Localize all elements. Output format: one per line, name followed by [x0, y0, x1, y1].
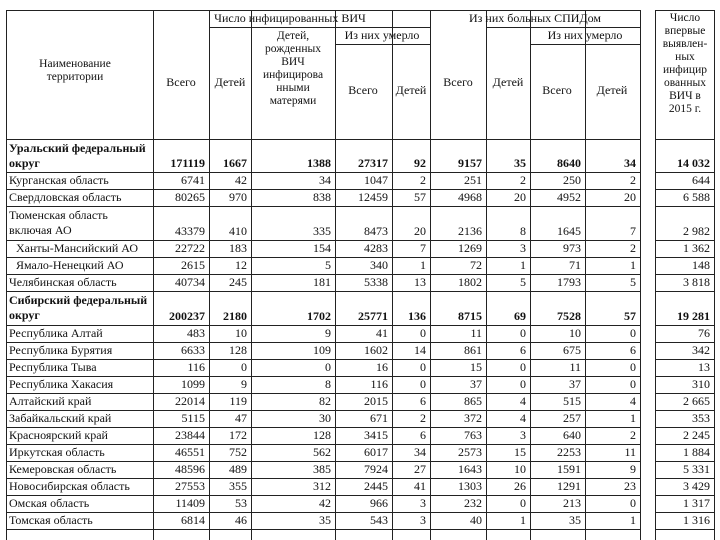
cell-value: 27317 [358, 156, 388, 170]
table-top-border [655, 10, 714, 11]
cell-value: 385 [313, 462, 331, 476]
cell-value: 0 [420, 377, 426, 391]
cell-value: 30 [319, 411, 331, 425]
cell-value: 7 [630, 224, 636, 238]
cell-value: 57 [414, 190, 426, 204]
region-name: Красноярский край [9, 428, 108, 442]
cell-value: 40734 [175, 275, 205, 289]
header-aids-group: Из них больных СПИДом [468, 11, 602, 25]
column-divider [714, 10, 715, 540]
cell-value: 0 [520, 496, 526, 510]
cell-value: 865 [464, 394, 482, 408]
cell-value: 7924 [364, 462, 388, 476]
header-aids-children: Детей [492, 75, 524, 89]
cell-value: 970 [229, 190, 247, 204]
cell-value: 353 [692, 411, 710, 425]
cell-value: 183 [229, 241, 247, 255]
cell-value: 0 [325, 360, 331, 374]
header-died-children: Детей [395, 83, 427, 97]
cell-value: 1591 [557, 462, 581, 476]
region-name: Республика Бурятия [9, 343, 113, 357]
cell-value: 34 [414, 445, 426, 459]
region-name: Омская область [9, 496, 90, 510]
cell-value: 1 [630, 258, 636, 272]
header-region: Наименование территории [39, 58, 111, 83]
cell-value: 1291 [557, 479, 581, 493]
cell-value: 148 [692, 258, 710, 272]
region-name: Ханты-Мансийский АО [16, 241, 139, 255]
cell-value: 5 [520, 275, 526, 289]
region-name: Республика Алтай [9, 326, 103, 340]
cell-value: 2 [630, 173, 636, 187]
cell-value: 20 [624, 190, 636, 204]
cell-value: 1388 [307, 156, 331, 170]
cell-value: 171119 [170, 156, 205, 170]
cell-value: 245 [229, 275, 247, 289]
header-died-total: Всего [348, 83, 378, 97]
cell-value: 14 032 [677, 156, 710, 170]
cell-value: 4 [520, 411, 526, 425]
region-name: Курганская область [9, 173, 109, 187]
cell-value: 53 [235, 496, 247, 510]
column-divider [585, 44, 586, 139]
cell-value: 2615 [181, 258, 205, 272]
cell-value: 6741 [181, 173, 205, 187]
cell-value: 1793 [557, 275, 581, 289]
cell-value: 43379 [175, 224, 205, 238]
column-divider [251, 27, 252, 139]
column-divider [335, 10, 336, 540]
cell-value: 3 [520, 428, 526, 442]
cell-value: 35 [319, 513, 331, 527]
cell-value: 6633 [181, 343, 205, 357]
cell-value: 355 [229, 479, 247, 493]
cell-value: 172 [229, 428, 247, 442]
cell-value: 4283 [364, 241, 388, 255]
header-aids-died-children: Детей [596, 83, 628, 97]
cell-value: 8 [520, 224, 526, 238]
row-divider [6, 206, 640, 207]
cell-value: 1 [420, 258, 426, 272]
header-divider [335, 44, 430, 45]
cell-value: 0 [241, 360, 247, 374]
cell-value: 72 [470, 258, 482, 272]
cell-value: 372 [464, 411, 482, 425]
region-name: Новосибирская область [9, 479, 130, 493]
region-name: Кемеровская область [9, 462, 117, 476]
cell-value: 15 [514, 445, 526, 459]
cell-value: 0 [420, 360, 426, 374]
cell-value: 8 [325, 377, 331, 391]
cell-value: 3 429 [683, 479, 710, 493]
row-divider [6, 291, 640, 292]
cell-value: 861 [464, 343, 482, 357]
cell-value: 27 [414, 462, 426, 476]
header-infected-died-group: Из них умерло [344, 28, 420, 42]
cell-value: 7528 [557, 309, 581, 323]
cell-value: 116 [187, 360, 205, 374]
cell-value: 2 [520, 173, 526, 187]
cell-value: 2136 [458, 224, 482, 238]
cell-value: 0 [630, 360, 636, 374]
cell-value: 3 [420, 496, 426, 510]
cell-value: 128 [229, 343, 247, 357]
cell-value: 1 [630, 411, 636, 425]
cell-value: 1702 [307, 309, 331, 323]
cell-value: 763 [464, 428, 482, 442]
region-name: Республика Тыва [9, 360, 97, 374]
column-divider [430, 10, 431, 540]
cell-value: 37 [470, 377, 482, 391]
header-aids-total: Всего [443, 75, 473, 89]
cell-value: 46 [235, 513, 247, 527]
cell-value: 1802 [458, 275, 482, 289]
cell-value: 6 [420, 394, 426, 408]
cell-value: 752 [229, 445, 247, 459]
cell-value: 2 982 [683, 224, 710, 238]
cell-value: 1 [520, 258, 526, 272]
row-divider [655, 291, 714, 292]
cell-value: 42 [319, 496, 331, 510]
cell-value: 9 [241, 377, 247, 391]
cell-value: 11 [569, 360, 581, 374]
cell-value: 6 [520, 343, 526, 357]
cell-value: 92 [414, 156, 426, 170]
cell-value: 7 [420, 241, 426, 255]
cell-value: 2 [630, 428, 636, 442]
row-divider [655, 529, 714, 530]
region-name: Республика Хакасия [9, 377, 114, 391]
row-divider [6, 529, 640, 530]
cell-value: 562 [313, 445, 331, 459]
column-divider [153, 10, 154, 540]
cell-value: 22722 [175, 241, 205, 255]
cell-value: 310 [692, 377, 710, 391]
column-divider [392, 44, 393, 139]
cell-value: 2 [420, 411, 426, 425]
cell-value: 16 [376, 360, 388, 374]
cell-value: 335 [313, 224, 331, 238]
cell-value: 5 331 [683, 462, 710, 476]
region-name: Иркутская область [9, 445, 105, 459]
cell-value: 6 [630, 343, 636, 357]
cell-value: 10 [514, 462, 526, 476]
cell-value: 25771 [358, 309, 388, 323]
region-name: Свердловская область [9, 190, 122, 204]
cell-value: 1643 [458, 462, 482, 476]
cell-value: 109 [313, 343, 331, 357]
region-name: Алтайский край [9, 394, 92, 408]
cell-value: 1269 [458, 241, 482, 255]
cell-value: 1645 [557, 224, 581, 238]
cell-value: 1 316 [683, 513, 710, 527]
cell-value: 13 [414, 275, 426, 289]
cell-value: 2253 [557, 445, 581, 459]
cell-value: 8473 [364, 224, 388, 238]
column-divider [655, 10, 656, 540]
cell-value: 80265 [175, 190, 205, 204]
cell-value: 128 [313, 428, 331, 442]
cell-value: 12459 [358, 190, 388, 204]
cell-value: 1303 [458, 479, 482, 493]
cell-value: 46551 [175, 445, 205, 459]
cell-value: 340 [370, 258, 388, 272]
cell-value: 4 [520, 394, 526, 408]
cell-value: 5115 [181, 411, 205, 425]
cell-value: 10 [235, 326, 247, 340]
cell-value: 675 [563, 343, 581, 357]
cell-value: 2 665 [683, 394, 710, 408]
region-name: Забайкальский край [9, 411, 112, 425]
cell-value: 1099 [181, 377, 205, 391]
cell-value: 0 [520, 326, 526, 340]
cell-value: 0 [520, 360, 526, 374]
header-first-detected: Число впервые выявлен-ных инфицир ованных ВИЧ в 2015 г. [662, 12, 708, 115]
header-aids-died-group: Из них умерло [547, 28, 623, 42]
cell-value: 57 [624, 309, 636, 323]
cell-value: 640 [563, 428, 581, 442]
cell-value: 2 [630, 241, 636, 255]
cell-value: 119 [229, 394, 247, 408]
cell-value: 0 [420, 326, 426, 340]
cell-value: 6 [420, 428, 426, 442]
region-name: Челябинская область [9, 275, 117, 289]
cell-value: 1 317 [683, 496, 710, 510]
header-aids-died-total: Всего [542, 83, 572, 97]
header-infected-group: Число инфицированных ВИЧ [214, 11, 366, 25]
cell-value: 838 [313, 190, 331, 204]
cell-value: 213 [563, 496, 581, 510]
cell-value: 0 [520, 377, 526, 391]
cell-value: 1 [520, 513, 526, 527]
cell-value: 154 [313, 241, 331, 255]
cell-value: 6814 [181, 513, 205, 527]
cell-value: 34 [319, 173, 331, 187]
cell-value: 41 [376, 326, 388, 340]
cell-value: 9 [325, 326, 331, 340]
region-name: Томская область [9, 513, 93, 527]
cell-value: 489 [229, 462, 247, 476]
cell-value: 3 [420, 513, 426, 527]
cell-value: 2 245 [683, 428, 710, 442]
cell-value: 0 [630, 326, 636, 340]
cell-value: 19 281 [677, 309, 710, 323]
column-divider [640, 10, 641, 540]
cell-value: 40 [470, 513, 482, 527]
cell-value: 41 [414, 479, 426, 493]
cell-value: 10 [569, 326, 581, 340]
cell-value: 1 884 [683, 445, 710, 459]
cell-value: 47 [235, 411, 247, 425]
cell-value: 0 [630, 496, 636, 510]
cell-value: 71 [569, 258, 581, 272]
cell-value: 42 [235, 173, 247, 187]
cell-value: 20 [414, 224, 426, 238]
cell-value: 5338 [364, 275, 388, 289]
cell-value: 23 [624, 479, 636, 493]
cell-value: 34 [624, 156, 636, 170]
cell-value: 250 [563, 173, 581, 187]
cell-value: 136 [408, 309, 426, 323]
cell-value: 2573 [458, 445, 482, 459]
region-name: Уральский федеральный округ [9, 141, 146, 170]
row-divider [6, 359, 640, 360]
header-bottom-border [655, 139, 714, 140]
header-infected-children: Детей [214, 75, 246, 89]
cell-value: 11409 [175, 496, 205, 510]
cell-value: 35 [569, 513, 581, 527]
region-name: Сибирский федеральный округ [9, 293, 148, 322]
cell-value: 11 [470, 326, 482, 340]
cell-value: 48596 [175, 462, 205, 476]
cell-value: 966 [370, 496, 388, 510]
cell-value: 483 [187, 326, 205, 340]
cell-value: 22014 [175, 394, 205, 408]
header-born-to-infected: Детей, рожденных ВИЧ инфицирова нными матерями [262, 30, 324, 107]
cell-value: 5 [630, 275, 636, 289]
cell-value: 1602 [364, 343, 388, 357]
column-divider [486, 10, 487, 540]
cell-value: 8715 [458, 309, 482, 323]
header-infected-total: Всего [166, 75, 196, 89]
cell-value: 1 362 [683, 241, 710, 255]
region-name: Тюменская область включая АО [9, 208, 108, 237]
cell-value: 312 [313, 479, 331, 493]
cell-value: 410 [229, 224, 247, 238]
column-divider [530, 10, 531, 540]
cell-value: 200237 [169, 309, 205, 323]
cell-value: 3415 [364, 428, 388, 442]
cell-value: 4968 [458, 190, 482, 204]
cell-value: 11 [624, 445, 636, 459]
cell-value: 6 588 [683, 190, 710, 204]
cell-value: 15 [470, 360, 482, 374]
column-divider [6, 10, 7, 540]
cell-value: 257 [563, 411, 581, 425]
cell-value: 181 [313, 275, 331, 289]
cell-value: 0 [630, 377, 636, 391]
cell-value: 13 [698, 360, 710, 374]
header-bottom-border [6, 139, 640, 140]
cell-value: 3 818 [683, 275, 710, 289]
cell-value: 342 [692, 343, 710, 357]
cell-value: 27553 [175, 479, 205, 493]
row-divider [655, 206, 714, 207]
cell-value: 26 [514, 479, 526, 493]
cell-value: 2 [420, 173, 426, 187]
cell-value: 6017 [364, 445, 388, 459]
cell-value: 251 [464, 173, 482, 187]
cell-value: 5 [325, 258, 331, 272]
cell-value: 35 [514, 156, 526, 170]
cell-value: 973 [563, 241, 581, 255]
column-divider [209, 10, 210, 540]
cell-value: 644 [692, 173, 710, 187]
cell-value: 9 [630, 462, 636, 476]
cell-value: 232 [464, 496, 482, 510]
cell-value: 4 [630, 394, 636, 408]
cell-value: 3 [520, 241, 526, 255]
cell-value: 116 [370, 377, 388, 391]
cell-value: 4952 [557, 190, 581, 204]
region-name: Ямало-Ненецкий АО [16, 258, 124, 272]
cell-value: 8640 [557, 156, 581, 170]
cell-value: 20 [514, 190, 526, 204]
cell-value: 515 [563, 394, 581, 408]
cell-value: 1047 [364, 173, 388, 187]
cell-value: 12 [235, 258, 247, 272]
cell-value: 9157 [458, 156, 482, 170]
cell-value: 1667 [223, 156, 247, 170]
cell-value: 82 [319, 394, 331, 408]
cell-value: 2015 [364, 394, 388, 408]
cell-value: 37 [569, 377, 581, 391]
cell-value: 2180 [223, 309, 247, 323]
cell-value: 76 [698, 326, 710, 340]
cell-value: 2445 [364, 479, 388, 493]
cell-value: 23844 [175, 428, 205, 442]
cell-value: 543 [370, 513, 388, 527]
cell-value: 1 [630, 513, 636, 527]
cell-value: 14 [414, 343, 426, 357]
cell-value: 671 [370, 411, 388, 425]
cell-value: 69 [514, 309, 526, 323]
